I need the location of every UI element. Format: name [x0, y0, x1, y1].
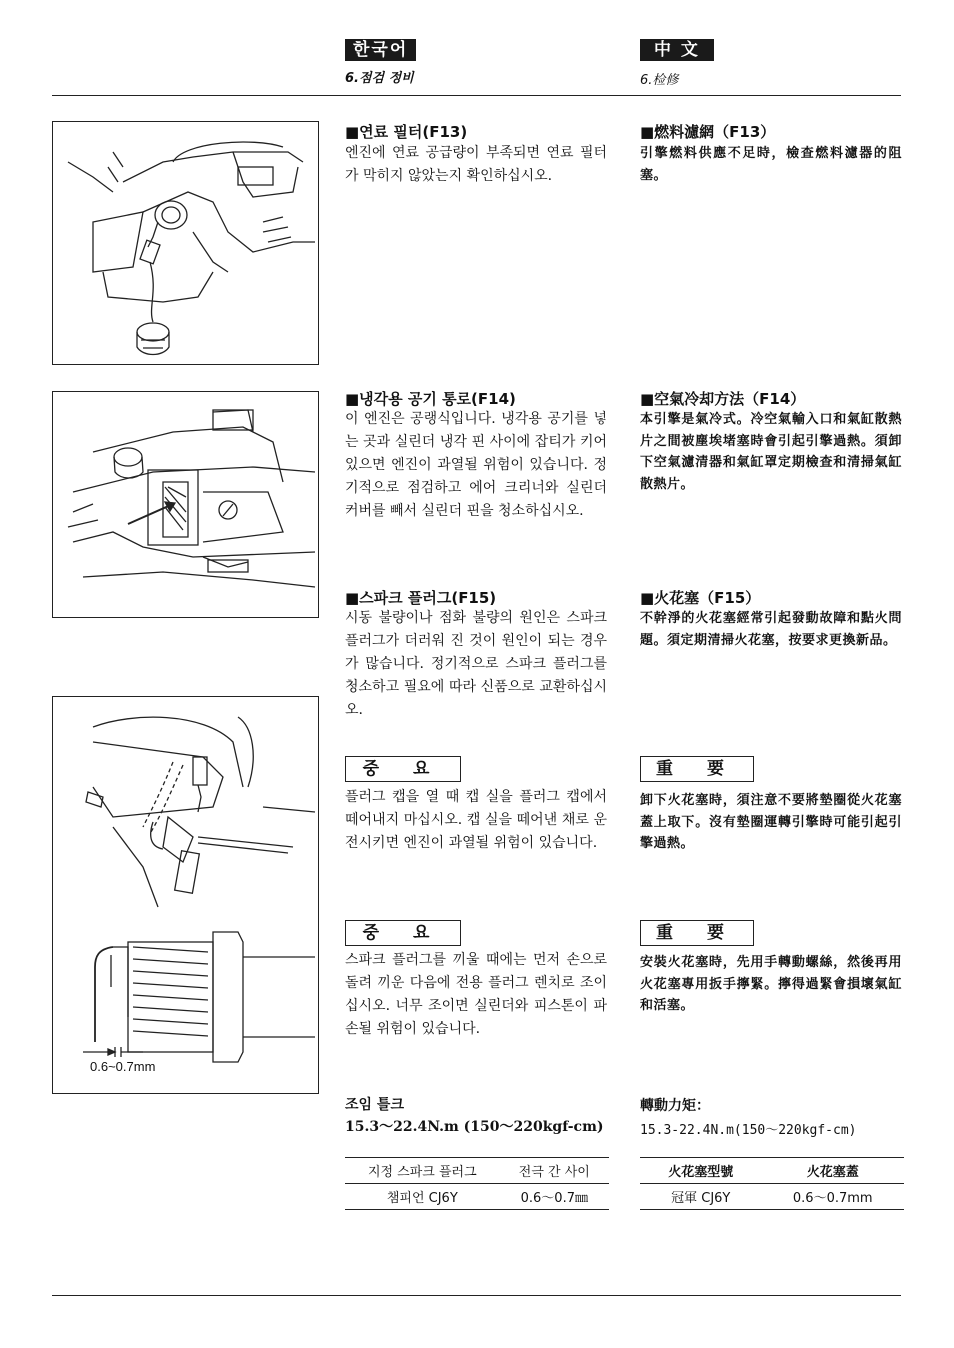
chinese-section-subtitle: 6.检修: [640, 73, 679, 88]
cooling-air-illustration: [52, 391, 319, 618]
fuel-filter-illustration: [52, 121, 319, 365]
footer-divider: [52, 1295, 901, 1296]
table-header-row: [640, 1158, 904, 1184]
torque-label-ko: 조임 틀크: [345, 1097, 404, 1113]
cooling-air-body-zh: 本引擎是氣冷式。冷空氣輸入口和氣缸散熱片之間被塵埃堵塞時會引起引擎過熱。須卸下空氣濾清器和氣缸罩定期檢查和清掃氣缸散熱片。: [640, 412, 902, 492]
korean-language-tag: 한국어: [345, 39, 416, 61]
fuel-filter-body-zh: 引擎燃料供應不足時，檢查燃料濾器的阻塞。: [640, 146, 902, 183]
important-label-1-zh: 重 要: [640, 756, 754, 782]
cooling-air-heading-zh: ■空氣冷却方法（F14）: [640, 390, 806, 408]
torque-value-zh: 15.3-22.4N.m(150～220kgf-cm): [640, 1123, 857, 1138]
spark-plug-spec-table-ko: [345, 1157, 609, 1210]
fuel-filter-heading-zh: ■燃料濾網（F13）: [640, 123, 776, 141]
spark-plug-spec-table-zh: [640, 1157, 904, 1210]
important-label-2-zh: 重 要: [640, 920, 754, 946]
fuel-filter-body-ko: 엔진에 연료 공급량이 부족되면 연료 필터가 막히지 않았는지 확인하십시오.: [345, 145, 607, 184]
table-row: [640, 1184, 904, 1210]
header-divider: [52, 95, 901, 96]
cooling-air-body-ko: 이 엔진은 공랭식입니다. 냉각용 공기를 넣는 곳과 실린더 냉각 핀 사이에 잡티가 키어 있으면 엔진이 과열될 위험이 있습니다. 정기적으로 점검하고 에어 크리너와 실린더 커버를 빼서 실린더 핀을 청소하십시오.: [345, 411, 607, 519]
chinese-language-tag: 中 文: [640, 39, 714, 61]
cooling-air-heading-ko: ■냉각용 공기 통로(F14): [345, 390, 516, 408]
plug-gap-caption: 0.6~0.7mm: [90, 1059, 156, 1074]
spark-plug-body-ko: 시동 불량이나 점화 불량의 원인은 스파크 플러그가 더러워 진 것이 원인이 되는 경우가 많습니다. 정기적으로 스파크 플러그를 청소하고 필요에 따라 신품으로 교환하십시오.: [345, 610, 607, 718]
torque-value-ko: 15.3～22.4N.m (150～220kgf-cm): [345, 1119, 604, 1135]
table-header-cell: 지정 스파크 플러그: [345, 1158, 500, 1184]
table-cell: 0.6～0.7mm: [762, 1184, 905, 1210]
important-body-2-ko: 스파크 플러그를 끼울 때에는 먼저 손으로 돌려 끼운 다음에 전용 플러그 렌치로 조이십시오. 너무 조이면 실린더와 피스톤이 파손될 위험이 있습니다.: [345, 952, 607, 1037]
important-body-1-zh: 卸下火花塞時，須注意不要將墊圈從火花塞蓋上取下。沒有墊圈運轉引擎時可能引起引擎過熱。: [640, 793, 902, 851]
table-cell: 冠軍 CJ6Y: [640, 1184, 762, 1210]
important-body-2-zh: 安裝火花塞時，先用手轉動螺絲，然後再用火花塞專用扳手擰緊。擰得過緊會損壞氣缸和活塞。: [640, 955, 902, 1013]
table-header-cell: 火花塞蓋: [762, 1158, 905, 1184]
table-row: [345, 1184, 609, 1210]
spark-plug-heading-zh: ■火花塞（F15）: [640, 589, 761, 607]
korean-section-subtitle: 6.점검 정비: [345, 71, 414, 86]
important-label-2-ko: 중 요: [345, 920, 461, 946]
table-cell: 챔피언 CJ6Y: [345, 1184, 500, 1210]
important-label-1-ko: 중 요: [345, 756, 461, 782]
table-cell: 0.6～0.7㎜: [500, 1184, 609, 1210]
important-body-1-ko: 플러그 캡을 열 때 캡 실을 플러그 캡에서 떼어내지 마십시오. 캡 실을 떼어낸 채로 운전시키면 엔진이 과열될 위험이 있습니다.: [345, 789, 607, 851]
fuel-filter-heading-ko: ■연료 필터(F13): [345, 123, 468, 141]
spark-plug-heading-ko: ■스파크 플러그(F15): [345, 589, 497, 607]
torque-label-zh: 轉動力矩：: [640, 1098, 710, 1114]
spark-plug-body-zh: 不幹淨的火花塞經常引起發動故障和點火問題。須定期清掃火花塞，按要求更換新品。: [640, 611, 902, 648]
table-header-cell: 전극 간 사이: [500, 1158, 609, 1184]
table-header-row: [345, 1158, 609, 1184]
spark-plug-illustration: [52, 696, 319, 1094]
table-header-cell: 火花塞型號: [640, 1158, 762, 1184]
